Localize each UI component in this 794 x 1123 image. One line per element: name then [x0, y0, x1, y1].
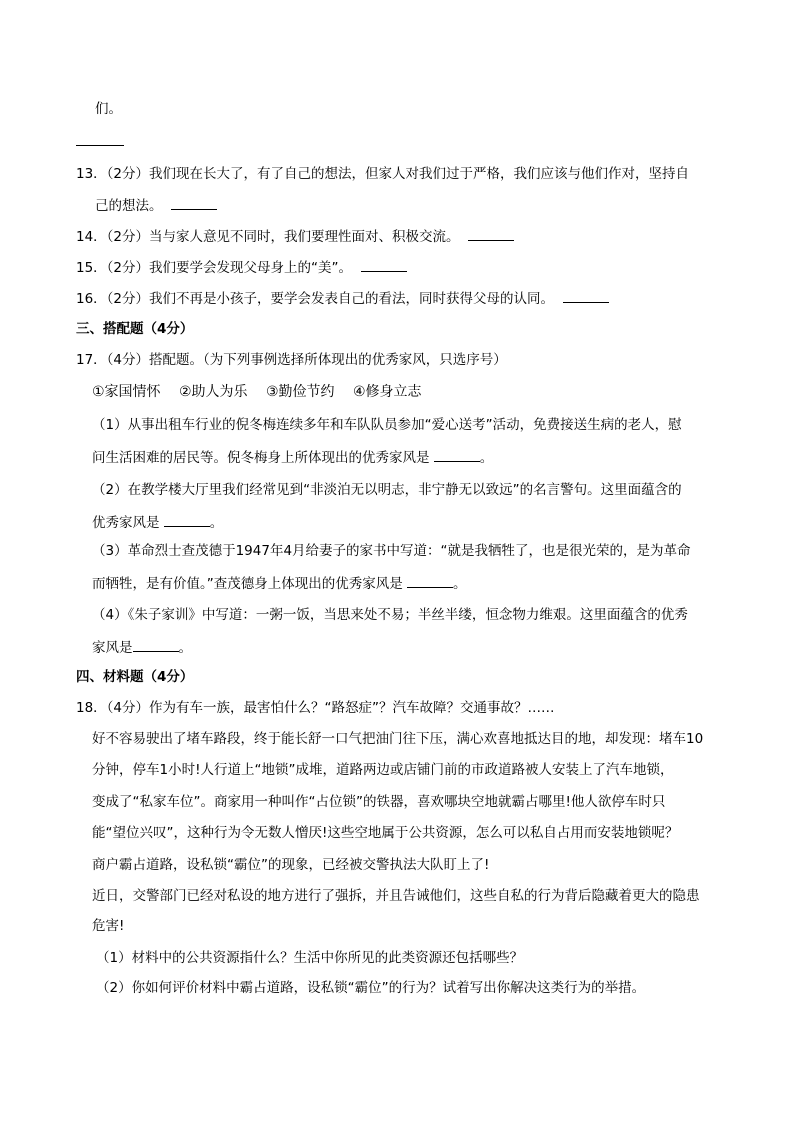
q17-item3-line2: 而牺牲，是有价值。”查茂德身上体现出的优秀家风是 。	[92, 573, 467, 594]
section-3-heading: 三、搭配题（4分）	[76, 321, 194, 337]
q17-item3-line1: （3）革命烈士查茂德于1947年4月给妻子的家书中写道：“就是我牺牲了，也是很光荣的，是为革命	[92, 543, 691, 559]
section-4-heading: 四、材料题（4分）	[76, 669, 194, 685]
answer-blank-16[interactable]	[563, 288, 609, 303]
answer-blank-15[interactable]	[361, 257, 407, 272]
q17-item2-line2: 优秀家风是 。	[92, 512, 223, 533]
question-15: 15．（2分）我们要学会发现父母身上的“美”。	[76, 257, 407, 278]
answer-blank-17-4[interactable]	[133, 637, 179, 652]
material-line6: 近日，交警部门已经对私设的地方进行了强拆，并且告诫他们，这些自私的行为背后隐藏着更大的隐患	[92, 888, 700, 904]
material-line7: 危害!	[92, 918, 125, 934]
question-17-options: ①家国情怀 ②助人为乐 ③勤俭节约 ④修身立志	[92, 384, 422, 400]
material-line1: 好不容易驶出了堵车路段，终于能长舒一口气把油门往下压，满心欢喜地抵达目的地，却发现：堵车10	[92, 731, 704, 747]
material-line3: 变成了“私家车位”。商家用一种叫作“占位锁”的铁器，喜欢哪块空地就霸占哪里!他人欲停车时只	[92, 794, 666, 810]
question-13-line1: 13．（2分）我们现在长大了，有了自己的想法，但家人对我们过于严格，我们应该与他们作对，坚持自	[76, 166, 690, 182]
q17-item4-line2: 家风是 。	[92, 637, 192, 658]
material-line4: 能“望位兴叹”，这种行为令无数人憎厌!这些空地属于公共资源，怎么可以私自占用而安装地锁呢？	[92, 825, 679, 841]
answer-blank-13[interactable]	[171, 195, 217, 210]
q17-item1-line1: （1）从事出租车行业的倪冬梅连续多年和车队队员参加“爱心送考”活动，免费接送生病的老人，慰	[92, 417, 682, 433]
question-18-sub2: （2）你如何评价材料中霸占道路，设私锁“霸位”的行为？试着写出你解决这类行为的举措。	[96, 980, 646, 996]
answer-blank-line	[76, 145, 124, 146]
continuation-text: 们。	[95, 101, 122, 117]
question-18-sub1: （1）材料中的公共资源指什么？生活中你所见的此类资源还包括哪些？	[96, 950, 524, 966]
answer-blank-14[interactable]	[468, 226, 514, 241]
material-line5: 商户霸占道路，设私锁“霸位”的现象，已经被交警执法大队盯上了!	[92, 857, 490, 873]
q17-item4-line1: （4）《朱子家训》中写道：一粥一饭，当思来处不易；半丝半缕，恒念物力维艰。这里面蕴含的优秀	[92, 607, 688, 623]
answer-blank-17-1[interactable]	[434, 447, 480, 462]
question-16: 16．（2分）我们不再是小孩子，要学会发表自己的看法，同时获得父母的认同。	[76, 288, 609, 309]
question-14: 14．（2分）当与家人意见不同时，我们要理性面对、积极交流。	[76, 226, 514, 247]
material-line2: 分钟，停车1小时!人行道上“地锁”成堆，道路两边或店铺门前的市政道路被人安装上了汽车地锁，	[92, 762, 674, 778]
q17-item2-line1: （2）在教学楼大厅里我们经常见到“非淡泊无以明志，非宁静无以致远”的名言警句。这里面蕴含的	[92, 482, 682, 498]
question-13-line2: 己的想法。	[95, 195, 217, 216]
q17-item1-line2: 问生活困难的居民等。倪冬梅身上所体现出的优秀家风是 。	[92, 447, 493, 468]
answer-blank-17-3[interactable]	[407, 573, 453, 588]
answer-blank-17-2[interactable]	[164, 512, 210, 527]
question-17: 17．（4分）搭配题。（为下列事例选择所体现出的优秀家风，只选序号）	[76, 352, 507, 368]
question-18: 18．（4分）作为有车一族，最害怕什么？“路怒症”？汽车故障？交通事故？……	[76, 700, 555, 716]
